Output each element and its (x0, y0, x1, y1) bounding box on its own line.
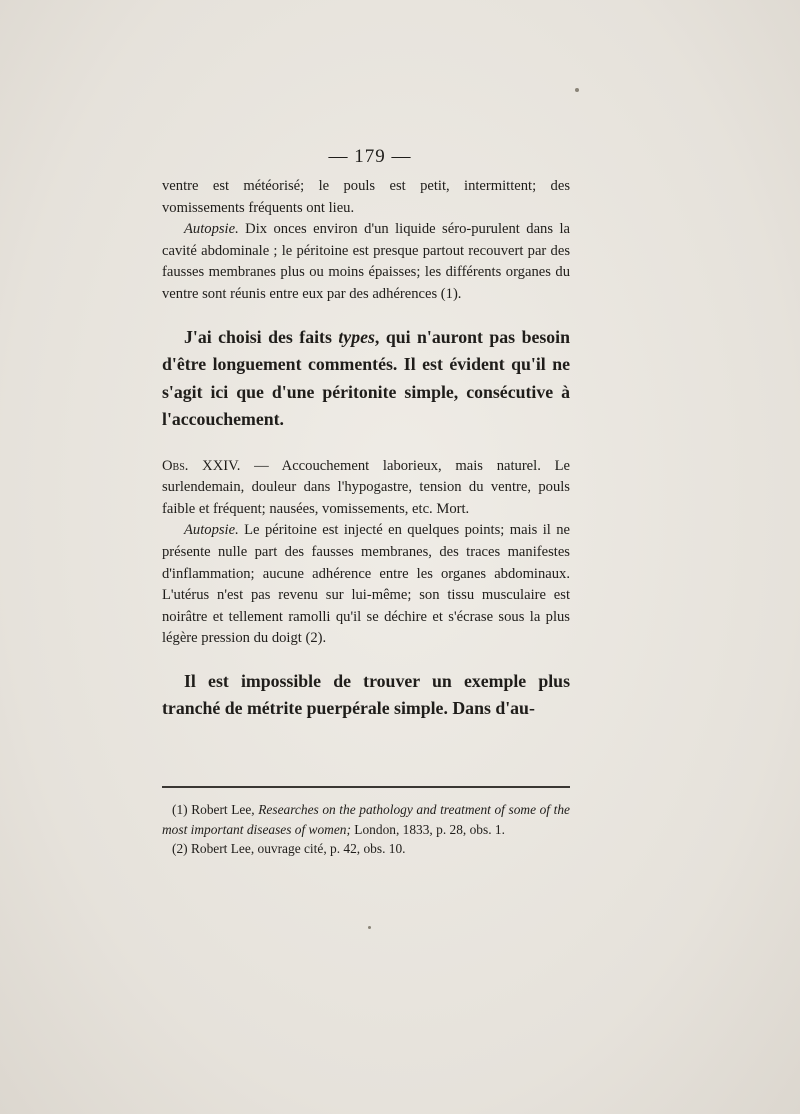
paragraph-commentary (162, 324, 570, 434)
footnote-1-author: (1) Robert Lee, (172, 802, 259, 817)
autopsy-text: Dix onces environ d'un liquide séro-purulent dans la cavité abdominale ; le péritoine est presque partout recouvert par des fausses membranes plus ou moins épaisses; les différents organes du ventre sont réunis entre eux par des adhérences (1). (162, 221, 570, 302)
footnote-1-title: Researches on the pathology and treatment of some of the most important diseases of women; (162, 802, 570, 837)
footnote-1 (162, 800, 570, 839)
commentary-text-a: J'ai choisi des faits (184, 326, 339, 347)
autopsy-text-2: Le péritoine est injecté en quelques points; mais il ne présente nulle part des fausses membranes, des traces manifestes d'inflammation; aucune adhérence entre les organes abdominaux. L'utérus n'est pas revenu sur lui-même; son tissu musculaire est noirâtre et tellement ramolli qu'il se déchire et s'écrase sous la plus légère pression du doigt (2). (162, 522, 570, 647)
paragraph-autopsy-1 (162, 219, 570, 305)
paragraph-autopsy-2 (162, 520, 570, 650)
autopsy-label: Autopsie. (184, 221, 239, 238)
observation-heading-paragraph (162, 456, 570, 521)
commentary-italic: types (338, 326, 375, 347)
paper-speck (575, 88, 579, 92)
paper-speck (368, 926, 371, 929)
observation-text: XXIV. — Accouchement laborieux, mais naturel. Le surlendemain, douleur dans l'hypogastre, tension du ventre, pouls faible et fréquent; nausées, vomissements, etc. Mort. (162, 457, 570, 517)
footnote-1-rest: London, 1833, p. 28, obs. 1. (350, 821, 505, 837)
footnotes (162, 800, 570, 859)
footnote-2: (2) Robert Lee, ouvrage cité, p. 42, obs. 10. (172, 841, 406, 856)
paragraph-conclusion: Il est impossible de trouver un exemple plus tranché de métrite puerpérale simple. Dans d'au- (162, 670, 570, 719)
autopsy-label-2: Autopsie. (184, 522, 239, 539)
paragraph-continuation: ventre est météorisé; le pouls est petit, intermittent; des vomissements fréquents ont lieu. (162, 178, 570, 216)
page-body (162, 176, 570, 723)
observation-label: Obs. (162, 457, 189, 474)
footnote-rule (162, 786, 570, 788)
page-number: — 179 — (328, 146, 412, 167)
commentary-text-b: , qui n'auront pas besoin d'être longuement commentés. Il est évident qu'il ne s'agit ici que d'une péritonite simple, consécutive à l'accouchement. (162, 326, 570, 430)
